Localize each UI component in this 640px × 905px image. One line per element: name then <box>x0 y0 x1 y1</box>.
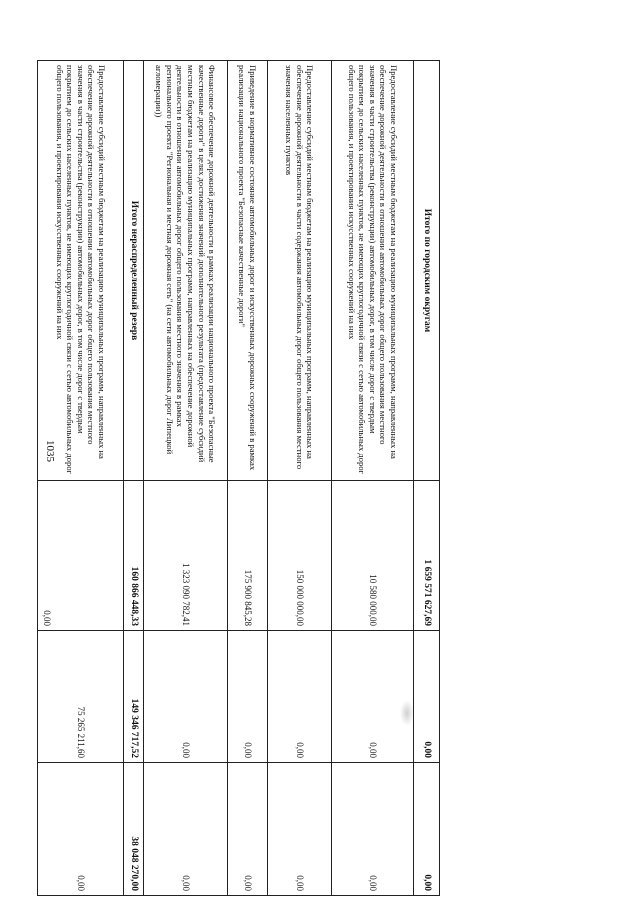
row-name: Предоставление субсидий местным бюджетам на реализацию муниципальных программ, направленных на обеспечение дорожной деятельности в отношении автомобильных дорог общего пользования местного значения в части строительства (реконструкции) автомобильных дорог, в том числе дорог с твердым покрытием до сельских населенных пунктов, не имеющих круглогодичной связи с сетью автомобильных дорог общего пользования, и проектирования искусственных сооружений на них <box>38 61 124 481</box>
table-row <box>38 61 124 896</box>
row-name: Приведение в нормативное состояние автомобильных дорог и искусственных дорожных сооружений в рамках реализации национального проекта "Безопасные качественные дороги" <box>228 61 268 481</box>
row-value-3: 0,00 <box>414 763 440 896</box>
scan-smudge <box>400 700 414 726</box>
row-value-2: 0,00 <box>228 631 268 763</box>
row-value-2: 0,00 <box>414 631 440 763</box>
table-row-total-unallocated-reserve <box>124 61 144 896</box>
row-value-1: 175 900 845,28 <box>228 481 268 631</box>
row-value-2: 0,00 <box>332 631 414 763</box>
row-value-3: 0,00 <box>38 763 124 896</box>
table-row <box>268 61 332 896</box>
row-value-1: 1 323 090 782,41 <box>144 481 228 631</box>
page-number: 1035 <box>44 440 56 462</box>
table-row <box>228 61 268 896</box>
row-value-3: 0,00 <box>228 763 268 896</box>
row-name: Итого нераспределенный резерв <box>124 61 144 481</box>
row-value-3: 0,00 <box>268 763 332 896</box>
row-name: Предоставление субсидий местным бюджетам на реализацию муниципальных программ, направленных на обеспечение дорожной деятельности в части содержания автомобильных дорог общего пользования местного значения населенных пунктов <box>268 61 332 481</box>
row-value-3: 38 048 270,00 <box>124 763 144 896</box>
row-value-1: 10 580 000,00 <box>332 481 414 631</box>
row-value-2: 0,00 <box>144 631 228 763</box>
row-value-3: 0,00 <box>144 763 228 896</box>
row-name: Финансовое обеспечение дорожной деятельности в рамках реализации национального проекта "Безопасные качественные дороги" в целях достижения значений дополнительного результата (предоставление субсидий местным бюджетам на реализацию муниципальных программ, направленных на обеспечение дорожной деятельности в отношении автомобильных дорог общего пользования местного значения в рамках регионального проекта "Региональная и местная дорожная сеть" (на сети автомобильных дорог Липецкой агломерации)) <box>144 61 228 481</box>
row-value-1: 0,00 <box>38 481 124 631</box>
row-value-2: 75 265 211,60 <box>38 631 124 763</box>
row-value-1: 1 659 571 627,69 <box>414 481 440 631</box>
row-value-2: 149 346 717,52 <box>124 631 144 763</box>
table-row <box>144 61 228 896</box>
row-value-3: 0,00 <box>332 763 414 896</box>
row-name: Предоставление субсидий местным бюджетам на реализацию муниципальных программ, направленных на обеспечение дорожной деятельности в отношении автомобильных дорог общего пользования местного значения в части строительства (реконструкции) автомобильных дорог, в том числе дорог с твердым покрытием до сельских населенных пунктов, не имеющих круглогодичной связи с сетью автомобильных дорог общего пользования, и проектирования искусственных сооружений на них <box>332 61 414 481</box>
row-name: Итого по городским округам <box>414 61 440 481</box>
row-value-1: 160 866 448,33 <box>124 481 144 631</box>
table-row-total-city-districts <box>414 61 440 896</box>
budget-table <box>37 60 440 896</box>
table-row <box>332 61 414 896</box>
row-value-2: 0,00 <box>268 631 332 763</box>
row-value-1: 150 000 000,00 <box>268 481 332 631</box>
